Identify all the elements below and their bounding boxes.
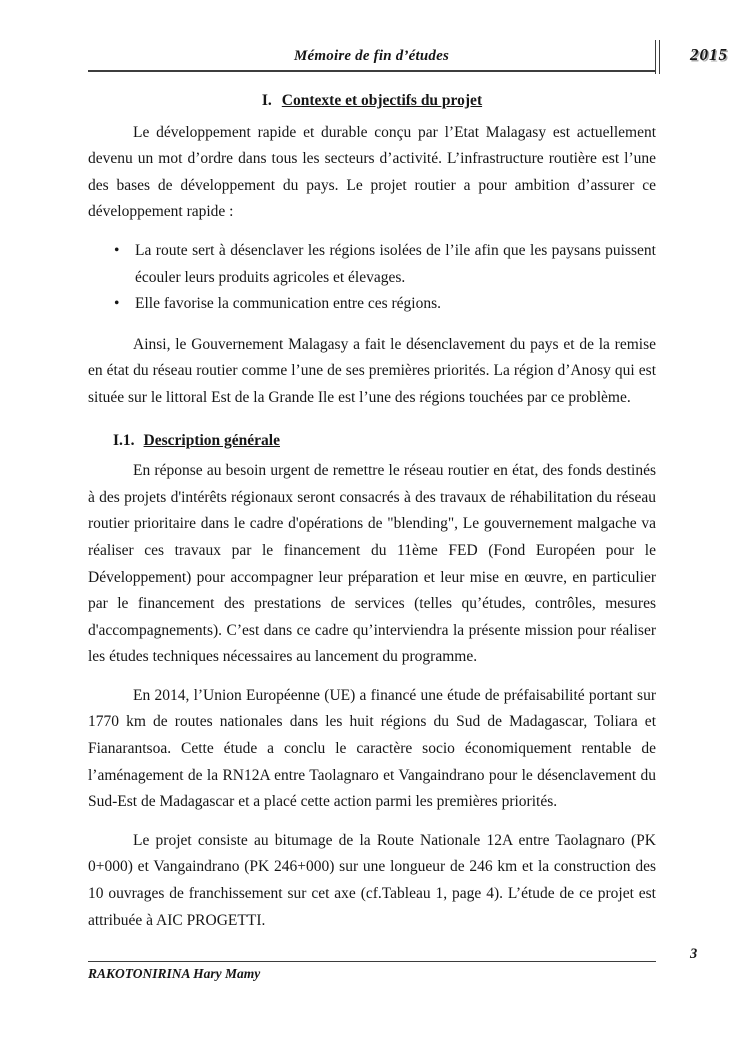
subsection-number: I.1. bbox=[113, 431, 135, 449]
subsection-title: Description générale bbox=[143, 431, 280, 449]
header-title-area bbox=[88, 40, 655, 72]
bullet-icon: • bbox=[114, 295, 120, 313]
bullet-text-2: Elle favorise la communication entre ces régions. bbox=[135, 295, 442, 313]
list-item bbox=[88, 238, 656, 291]
subsection-heading-1-1 bbox=[88, 428, 656, 455]
header-title: Mémoire de fin d’études bbox=[294, 48, 449, 64]
section-title: Contexte et objectifs du projet bbox=[281, 92, 483, 109]
paragraph-5: Le projet consiste au bitumage de la Route Nationale 12A entre Taolagnaro (PK 0+000) et Vangaindrano (PK 246+000) sur une longueur de 246 km et la construction des 10 ouvrages de franchissement sur cet axe (cf.Tableau 1, page 4). L’étude de ce projet est attribuée à AIC PROGETTI. bbox=[88, 831, 656, 929]
list-item bbox=[88, 291, 656, 318]
footer-author: RAKOTONIRINA Hary Mamy bbox=[88, 966, 261, 981]
paragraph-3: En réponse au besoin urgent de remettre le réseau routier en état, des fonds destinés à des projets d'intérêts régionaux seront consacrés à des travaux de réhabilitation du réseau routier prioritaire dans le cadre d'opérations de "blending", Le gouvernement malgache va réaliser ces travaux par le financement du 11ème FED (Fond Européen pour le Développement) pour accompagner leur préparation et leur mise en œuvre, en particulier par le financement des prestations de services (telles qu’études, contrôles, mesures d'accompagnements). C’est dans ce cadre qu’interviendra la présente mission pour réaliser les études techniques nécessaires au lancement du programme. bbox=[88, 462, 656, 666]
paragraph-4: En 2014, l’Union Européenne (UE) a financé une étude de préfaisabilité portant sur 1770 km de routes nationales dans les huit régions du Sud de Madagascar, Toliara et Fianarantsoa. Cette étude a conclu le caractère socio économiquement rentable de l’aménagement de la RN12A entre Taolagnaro et Vangaindrano pour le désenclavement du Sud-Est de Madagascar et a placé cette action parmi les premières priorités. bbox=[88, 686, 656, 811]
page-number: 3 bbox=[690, 946, 698, 962]
header-year: 2015 bbox=[690, 45, 728, 64]
bullet-list bbox=[88, 238, 656, 318]
footer-divider bbox=[88, 961, 656, 962]
document-body bbox=[88, 88, 656, 946]
section-heading-1 bbox=[88, 88, 656, 115]
section-number: I. bbox=[261, 92, 272, 109]
paragraph-2: Ainsi, le Gouvernement Malagasy a fait le désenclavement du pays et de la remise en état du réseau routier comme l’une de ses premières priorités. La région d’Anosy qui est située sur le littoral Est de la Grande Ile est l’une des régions touchées par ce problème. bbox=[88, 335, 656, 406]
bullet-icon: • bbox=[114, 241, 120, 259]
paragraph-1: Le développement rapide et durable conçu par l’Etat Malagasy est actuellement devenu un mot d’ordre dans tous les secteurs d’activité. L’infrastructure routière est l’une des bases de développement du pays. Le projet routier a pour ambition d’assurer ce développement rapide : bbox=[88, 123, 656, 221]
bullet-text-1: La route sert à désenclaver les régions isolées de l’ile afin que les paysans puissent écouler leurs produits agricoles et élevages. bbox=[135, 241, 656, 286]
page-header bbox=[88, 40, 728, 74]
